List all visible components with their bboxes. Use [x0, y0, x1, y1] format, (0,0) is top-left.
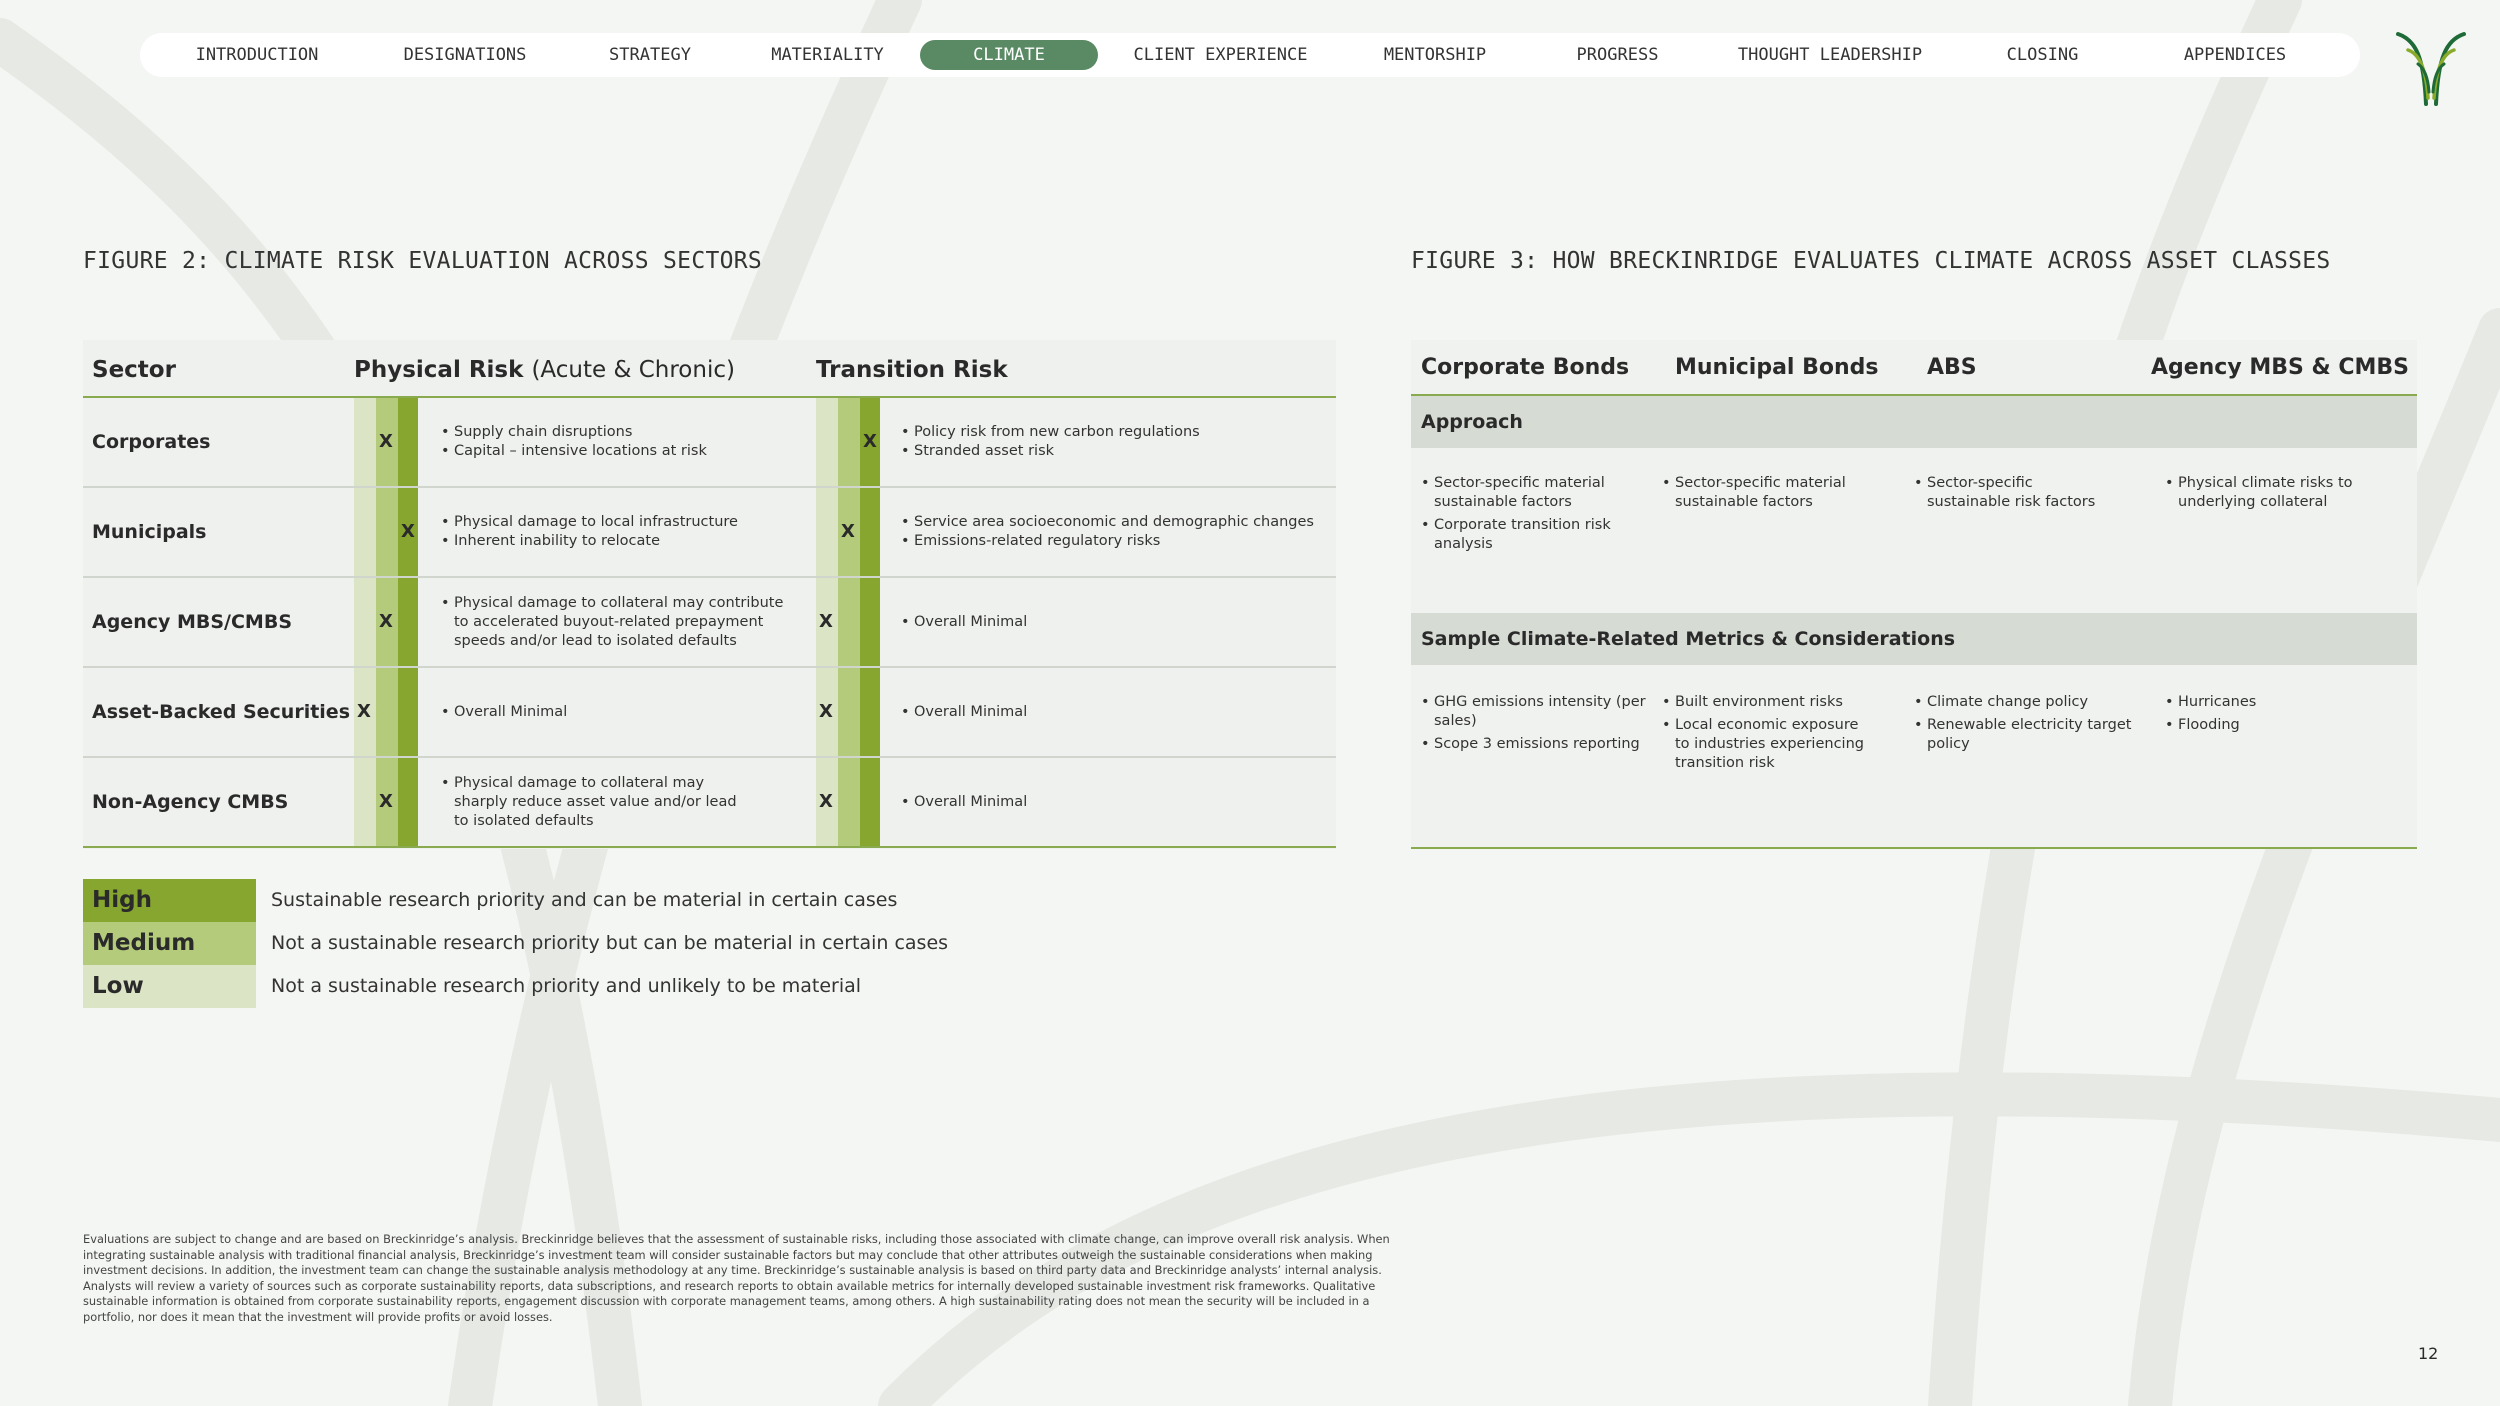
- note: • Service area socioeconomic and demographic changes: [901, 513, 1314, 532]
- nav-item-client-experience[interactable]: CLIENT EXPERIENCE: [1133, 45, 1308, 65]
- note: • Local economic exposure to industries experiencing transition risk: [1662, 716, 1877, 773]
- transition-risk-notes: [901, 578, 1027, 666]
- legend-medium: [83, 922, 983, 965]
- physical-band-high: [398, 668, 418, 756]
- approach-agency-mbs-cmbs: [2165, 474, 2385, 516]
- breckinridge-logo: [2394, 28, 2468, 106]
- note: • Physical damage to local infrastructure: [441, 513, 738, 532]
- header-sector: Sector: [92, 357, 176, 383]
- metrics-label: Sample Climate-Related Metrics & Considerations: [1421, 628, 1956, 650]
- page-number: 12: [2418, 1344, 2439, 1363]
- physical-risk-notes: [441, 668, 567, 756]
- disclaimer: Evaluations are subject to change and are based on Breckinridge’s analysis. Breckinridge believes that the assessment of sustainable risks, including those associated with climate change, can improve overall risk analysis. When integrating sustainable analysis with traditional financial analysis, Breckinridge’s investment team will consider sustainable factors but may conclude that other attributes outweigh the sustainable considerations when making investment decisions. In addition, the investment team can change the sustainable analysis methodology at any time. Breckinridge’s sustainable analysis is based on third party data and Breckinridge analysts’ internal analysis. Analysts will review a variety of sources such as corporate sustainability reports, data subscriptions, and research reports to obtain available metrics for internally developed sustainable investment risk frameworks. Qualitative sustainable information is obtained from corporate sustainability reports, engagement discussion with corporate management teams, among others. A high sustainability rating does not mean the security will be included in a portfolio, nor does it mean that the investment will provide profits or avoid losses.: [83, 1232, 1390, 1324]
- sector-name: Corporates: [92, 431, 211, 453]
- header-physical-risk: [354, 357, 735, 383]
- nav-item-progress[interactable]: PROGRESS: [1576, 45, 1659, 65]
- physical-band-low: [354, 398, 376, 486]
- column-agency-mbs-cmbs: Agency MBS & CMBS: [2150, 355, 2409, 380]
- physical-band-medium: [376, 668, 398, 756]
- note: • Physical damage to collateral may contribute: [441, 594, 783, 613]
- note: • Built environment risks: [1662, 693, 1877, 712]
- legend-swatch-high: High: [83, 879, 256, 922]
- physical-band-medium: [376, 488, 398, 576]
- transition-risk-notes: [901, 488, 1314, 576]
- physical-band-high: [398, 578, 418, 666]
- approach-band: [1411, 396, 2417, 448]
- table-header: [83, 340, 1336, 398]
- physical-band-low: [354, 758, 376, 846]
- sector-name: Municipals: [92, 521, 207, 543]
- table-bottom-rule: [1411, 847, 2417, 849]
- nav-item-appendices[interactable]: APPENDICES: [2183, 45, 2287, 65]
- transition-risk-notes: [901, 668, 1027, 756]
- physical-risk-mark: X: [401, 521, 415, 542]
- nav-item-climate[interactable]: CLIMATE: [920, 40, 1098, 70]
- sector-name: Non-Agency CMBS: [92, 791, 289, 813]
- approach-abs: [1914, 474, 2114, 516]
- note: • Physical damage to collateral may: [441, 774, 737, 793]
- header-physical-sub: (Acute & Chronic): [531, 357, 735, 383]
- legend-high: [83, 879, 983, 922]
- transition-band-high: [860, 668, 880, 756]
- table-row: [83, 488, 1336, 578]
- transition-band-high: [860, 488, 880, 576]
- physical-risk-notes: [441, 398, 707, 486]
- note: • Renewable electricity target policy: [1914, 716, 2139, 754]
- physical-band-low: [354, 488, 376, 576]
- nav-item-materiality[interactable]: MATERIALITY: [771, 45, 884, 65]
- physical-risk-mark: X: [379, 431, 393, 452]
- column-municipal-bonds: Municipal Bonds: [1675, 355, 1879, 380]
- note: • GHG emissions intensity (per sales): [1421, 693, 1651, 731]
- table-row: [83, 758, 1336, 848]
- nav-item-strategy[interactable]: STRATEGY: [609, 45, 691, 65]
- note: • Overall Minimal: [441, 703, 567, 722]
- physical-risk-notes: [441, 758, 737, 846]
- physical-band-high: [398, 758, 418, 846]
- nav-item-designations[interactable]: DESIGNATIONS: [403, 45, 527, 65]
- transition-band-low: [816, 398, 838, 486]
- note: • Physical climate risks to underlying collateral: [2165, 474, 2385, 512]
- table-header: [1411, 340, 2417, 396]
- transition-band-high: [860, 578, 880, 666]
- nav-item-introduction[interactable]: INTRODUCTION: [195, 45, 319, 65]
- climate-risk-table: [83, 340, 1336, 849]
- legend-low: [83, 965, 983, 1008]
- note: • Inherent inability to relocate: [441, 532, 738, 551]
- metrics-abs: [1914, 693, 2139, 758]
- note: • Climate change policy: [1914, 693, 2139, 712]
- transition-risk-mark: X: [819, 791, 833, 812]
- note: • Flooding: [2165, 716, 2385, 735]
- table-row: [83, 578, 1336, 668]
- note: • Overall Minimal: [901, 613, 1027, 632]
- nav-item-mentorship[interactable]: MENTORSHIP: [1383, 45, 1487, 65]
- transition-band-medium: [838, 758, 860, 846]
- note: • Emissions-related regulatory risks: [901, 532, 1314, 551]
- metrics-municipal-bonds: [1662, 693, 1877, 777]
- note-continued: to isolated defaults: [454, 812, 594, 829]
- sector-name: Agency MBS/CMBS: [92, 611, 293, 633]
- transition-band-medium: [838, 578, 860, 666]
- header-physical-label: Physical Risk: [354, 357, 524, 383]
- note: • Sector-specific material sustainable factors: [1662, 474, 1867, 512]
- physical-band-low: [354, 578, 376, 666]
- note: • Supply chain disruptions: [441, 423, 707, 442]
- transition-risk-mark: X: [819, 701, 833, 722]
- transition-band-medium: [838, 668, 860, 756]
- note: • Overall Minimal: [901, 793, 1027, 812]
- metrics-corporate-bonds: [1421, 693, 1651, 758]
- column-abs: ABS: [1927, 355, 1977, 380]
- approach-label: Approach: [1421, 411, 1523, 433]
- transition-band-medium: [838, 398, 860, 486]
- figure-2-title: FIGURE 2: CLIMATE RISK EVALUATION ACROSS SECTORS: [83, 248, 763, 274]
- transition-risk-mark: X: [841, 521, 855, 542]
- approach-corporate-bonds: [1421, 474, 1626, 558]
- note-continued: to accelerated buyout-related prepayment: [454, 613, 764, 630]
- figure-3-title: FIGURE 3: HOW BRECKINRIDGE EVALUATES CLIMATE ACROSS ASSET CLASSES: [1411, 248, 2331, 274]
- nav-item-closing[interactable]: CLOSING: [2006, 45, 2079, 65]
- transition-band-high: [860, 758, 880, 846]
- physical-risk-notes: [441, 578, 783, 666]
- note: • Policy risk from new carbon regulations: [901, 423, 1200, 442]
- legend-text-low: Not a sustainable research priority and unlikely to be material: [271, 975, 862, 997]
- physical-risk-notes: [441, 488, 738, 576]
- table-row: [83, 668, 1336, 758]
- transition-risk-mark: X: [863, 431, 877, 452]
- header-transition-risk: Transition Risk: [816, 357, 1008, 383]
- note: • Overall Minimal: [901, 703, 1027, 722]
- metrics-band: [1411, 613, 2417, 665]
- metrics-agency-mbs-cmbs: [2165, 693, 2385, 739]
- asset-class-table: [1411, 340, 2417, 849]
- physical-risk-mark: X: [357, 701, 371, 722]
- note: • Sector-specific sustainable risk factors: [1914, 474, 2114, 512]
- approach-municipal-bonds: [1662, 474, 1867, 516]
- table-row: [83, 398, 1336, 488]
- legend-text-high: Sustainable research priority and can be material in certain cases: [271, 889, 898, 911]
- note: • Scope 3 emissions reporting: [1421, 735, 1651, 754]
- sector-name: Asset-Backed Securities: [92, 701, 351, 723]
- transition-risk-notes: [901, 758, 1027, 846]
- physical-band-high: [398, 398, 418, 486]
- transition-risk-mark: X: [819, 611, 833, 632]
- note-continued: sharply reduce asset value and/or lead: [454, 793, 737, 810]
- legend-swatch-medium: Medium: [83, 922, 256, 965]
- legend-text-medium: Not a sustainable research priority but can be material in certain cases: [271, 932, 949, 954]
- physical-risk-mark: X: [379, 791, 393, 812]
- section-nav: [140, 33, 2360, 77]
- transition-risk-notes: [901, 398, 1200, 486]
- note: • Corporate transition risk analysis: [1421, 516, 1626, 554]
- note: • Sector-specific material sustainable factors: [1421, 474, 1626, 512]
- legend-swatch-low: Low: [83, 965, 256, 1008]
- physical-risk-mark: X: [379, 611, 393, 632]
- column-corporate-bonds: Corporate Bonds: [1421, 355, 1630, 380]
- note: • Stranded asset risk: [901, 442, 1200, 461]
- note-continued: speeds and/or lead to isolated defaults: [454, 632, 737, 649]
- nav-item-thought-leadership[interactable]: THOUGHT LEADERSHIP: [1737, 45, 1923, 65]
- note: • Capital – intensive locations at risk: [441, 442, 707, 461]
- note: • Hurricanes: [2165, 693, 2385, 712]
- transition-band-low: [816, 488, 838, 576]
